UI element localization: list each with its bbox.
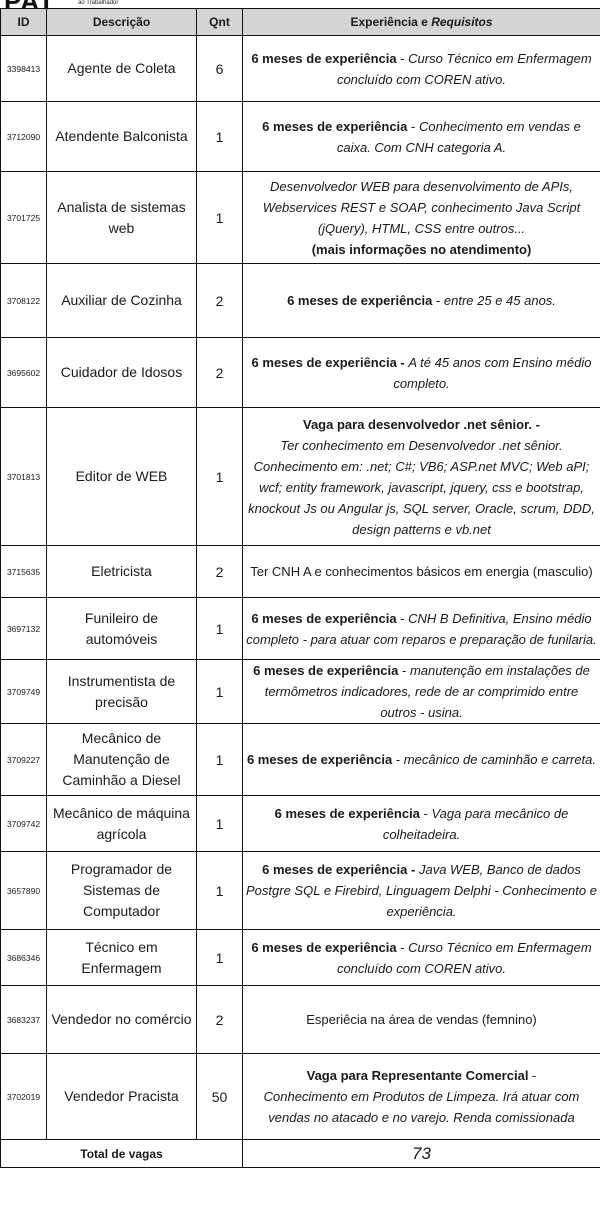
requirement-detail: Curso Técnico em Enfermagem concluído com COREN ativo. <box>336 50 592 87</box>
job-id: 3702019 <box>1 1054 47 1140</box>
job-id: 3715635 <box>1 546 47 598</box>
job-row <box>1 338 600 408</box>
job-description: Editor de WEB <box>47 408 197 546</box>
job-row <box>1 724 600 796</box>
job-description: Auxiliar de Cozinha <box>47 264 197 338</box>
requirement-bold: 6 meses de experiência <box>251 610 397 626</box>
requirement-detail: Conhecimento em Produtos de Limpeza. Irá atuar com vendas no atacado e no varejo. Renda comissionada <box>263 1089 580 1125</box>
job-description: Mecânico de máquina agrícola <box>47 796 197 852</box>
job-id: 3701813 <box>1 408 47 546</box>
requirement-detail: Curso Técnico em Enfermagem concluído com COREN ativo. <box>336 939 592 976</box>
requirement-text: - <box>407 118 419 134</box>
logo-subtitle: ao Trabalhador <box>78 0 119 6</box>
job-id: 3709227 <box>1 724 47 796</box>
requirement-bold: 6 meses de experiência <box>246 752 393 767</box>
job-requirements <box>243 852 600 930</box>
job-id: 3709749 <box>1 660 47 724</box>
job-requirements <box>243 102 600 172</box>
job-quantity: 1 <box>197 852 243 930</box>
job-description: Mecânico de Manutenção de Caminhão a Diesel <box>47 724 197 796</box>
requirement-bold: 6 meses de experiência <box>251 939 397 955</box>
job-quantity: 2 <box>197 986 243 1054</box>
job-id: 3398413 <box>1 36 47 102</box>
job-quantity: 1 <box>197 660 243 724</box>
job-requirements <box>243 660 600 724</box>
requirement-bold: 6 meses de experiência <box>251 50 397 66</box>
requirement-text: Esperiêcia na área de vendas (femnino) <box>306 1012 537 1027</box>
job-id: 3686346 <box>1 930 47 986</box>
job-quantity: 1 <box>197 102 243 172</box>
jobs-table <box>0 8 600 1168</box>
requirement-text: - <box>528 1068 537 1083</box>
job-id: 3712090 <box>1 102 47 172</box>
requirement-bold: (mais informações no atendimento) <box>311 241 532 257</box>
job-quantity: 1 <box>197 408 243 546</box>
requirement-text: Ter CNH A e conhecimentos básicos em energia (masculio) <box>250 564 593 579</box>
requirement-bold: Vaga para Representante Comercial <box>306 1068 529 1083</box>
job-description: Funileiro de automóveis <box>47 598 197 660</box>
header-id: ID <box>1 9 47 36</box>
requirement-detail: Vaga para mecânico de colheitadeira. <box>382 805 569 842</box>
logo <box>0 0 200 8</box>
requirement-text: - <box>398 663 410 678</box>
job-row <box>1 660 600 724</box>
job-quantity: 2 <box>197 338 243 408</box>
job-requirements <box>243 546 600 598</box>
job-description: Agente de Coleta <box>47 36 197 102</box>
job-quantity: 6 <box>197 36 243 102</box>
job-requirements <box>243 264 600 338</box>
job-row <box>1 598 600 660</box>
header-exp-a: Experiência e <box>350 15 432 29</box>
job-description: Atendente Balconista <box>47 102 197 172</box>
job-description: Instrumentista de precisão <box>47 660 197 724</box>
job-requirements <box>243 36 600 102</box>
requirement-detail: mecânico de caminhão e carreta. <box>403 752 597 767</box>
requirement-text: - <box>419 805 432 821</box>
job-rows <box>1 36 600 1140</box>
header-exp <box>243 9 600 36</box>
job-description: Técnico em Enfermagem <box>47 930 197 986</box>
requirement-detail: Ter conhecimento em Desenvolvedor .net sênior. Conhecimento em: .net; C#; VB6; ASP.net MVC; Web aPI; wcf; entity framework, javascript, jquery, css e bootstrap, knockout Js ou Angular js, SQL server, Oracle, scrum, DDD, design patterns e vb.net <box>248 437 595 537</box>
requirement-detail: Java WEB, Banco de dados Postgre SQL e Firebird, Linguagem Delphi - Conhecimento e experiência. <box>246 862 597 919</box>
job-id: 3683237 <box>1 986 47 1054</box>
job-requirements <box>243 930 600 986</box>
job-row <box>1 172 600 264</box>
job-row <box>1 408 600 546</box>
requirement-detail: manutenção em instalações de termômetros indicadores, rede de ar comprimido entre outros - usina. <box>264 663 590 720</box>
job-quantity: 1 <box>197 598 243 660</box>
job-id: 3695602 <box>1 338 47 408</box>
total-label: Total de vagas <box>1 1140 243 1168</box>
job-row <box>1 930 600 986</box>
requirement-bold: 6 meses de experiência <box>287 293 433 308</box>
total-value: 73 <box>243 1140 600 1168</box>
job-row <box>1 102 600 172</box>
job-description: Vendedor no comércio <box>47 986 197 1054</box>
job-requirements <box>243 338 600 408</box>
job-description: Programador de Sistemas de Computador <box>47 852 197 930</box>
requirement-detail: CNH B Definitiva, Ensino médio completo - para atuar com reparos e preparação de funilaria. <box>246 610 597 647</box>
job-description: Eletricista <box>47 546 197 598</box>
job-requirements <box>243 408 600 546</box>
job-quantity: 1 <box>197 796 243 852</box>
requirement-detail: Desenvolvedor WEB para desenvolvimento de APIs, Webservices REST e SOAP, conhecimento Java Script (jQuery), HTML, CSS entre outros... <box>262 178 581 236</box>
requirement-text: - <box>396 610 409 626</box>
job-requirements <box>243 1054 600 1140</box>
total-row <box>1 1140 600 1168</box>
requirement-text: - <box>396 50 409 66</box>
requirement-bold: 6 meses de experiência <box>262 118 408 134</box>
job-row <box>1 36 600 102</box>
requirement-text: - <box>396 939 409 955</box>
job-requirements <box>243 796 600 852</box>
requirement-detail: entre 25 e 45 anos. <box>443 293 556 308</box>
job-row <box>1 986 600 1054</box>
job-row <box>1 852 600 930</box>
job-description: Cuidador de Idosos <box>47 338 197 408</box>
requirement-detail: Conhecimento em vendas e caixa. Com CNH categoria A. <box>336 118 581 155</box>
header-desc: Descrição <box>47 9 197 36</box>
requirement-text: - <box>392 752 404 767</box>
requirement-bold: 6 meses de experiência - <box>262 862 416 877</box>
job-requirements <box>243 724 600 796</box>
header-row <box>1 9 600 36</box>
job-requirements <box>243 172 600 264</box>
requirement-bold: 6 meses de experiência <box>253 663 399 678</box>
requirement-bold: 6 meses de experiência - <box>251 354 405 370</box>
job-description: Vendedor Pracista <box>47 1054 197 1140</box>
job-id: 3697132 <box>1 598 47 660</box>
job-description: Analista de sistemas web <box>47 172 197 264</box>
job-row <box>1 546 600 598</box>
job-quantity: 2 <box>197 546 243 598</box>
job-quantity: 1 <box>197 724 243 796</box>
job-id: 3657890 <box>1 852 47 930</box>
job-id: 3708122 <box>1 264 47 338</box>
requirement-bold: Vaga para desenvolvedor .net sênior. - <box>303 416 540 432</box>
job-row <box>1 1054 600 1140</box>
job-requirements <box>243 986 600 1054</box>
requirement-bold: 6 meses de experiência <box>274 805 420 821</box>
job-row <box>1 796 600 852</box>
job-quantity: 50 <box>197 1054 243 1140</box>
job-row <box>1 264 600 338</box>
header-qnt: Qnt <box>197 9 243 36</box>
requirement-detail: A té 45 anos com Ensino médio completo. <box>393 354 592 391</box>
requirement-text: - <box>432 293 444 308</box>
job-quantity: 1 <box>197 172 243 264</box>
job-quantity: 1 <box>197 930 243 986</box>
job-requirements <box>243 598 600 660</box>
job-quantity: 2 <box>197 264 243 338</box>
job-id: 3701725 <box>1 172 47 264</box>
job-id: 3709742 <box>1 796 47 852</box>
header-exp-b: Requisitos <box>431 15 493 29</box>
